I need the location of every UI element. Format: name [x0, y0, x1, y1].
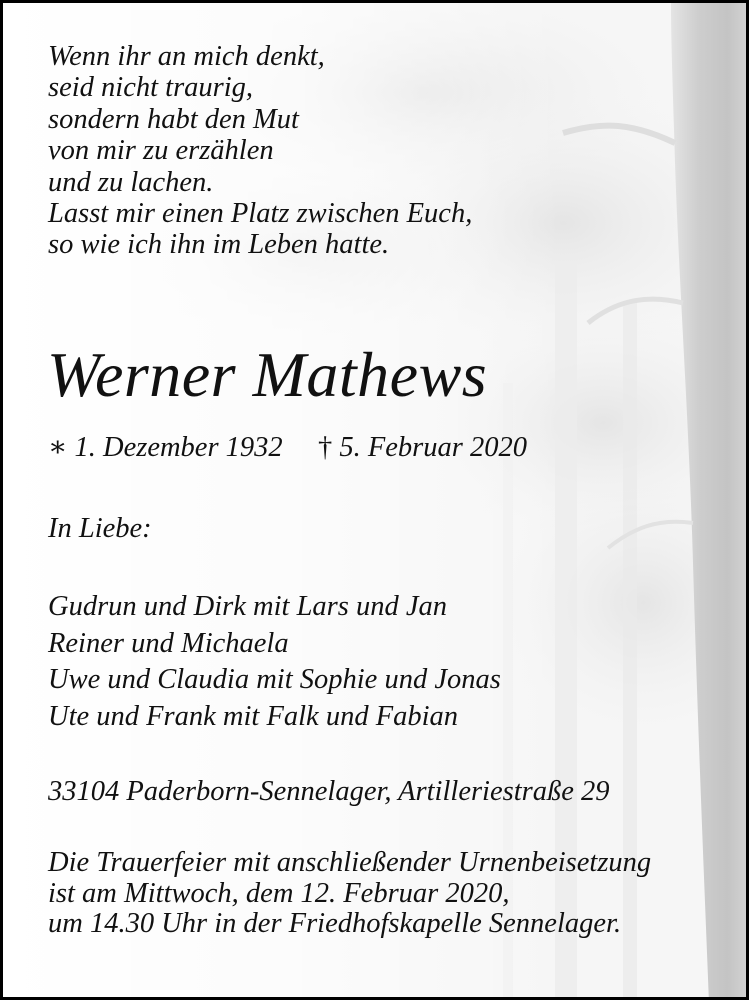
mourner-line: Reiner und Michaela	[48, 627, 289, 659]
mourners-list	[48, 589, 501, 736]
poem-line: und zu lachen.	[48, 166, 214, 198]
mourner-line: Uwe und Claudia mit Sophie und Jonas	[48, 664, 501, 696]
ceremony-line: Die Trauerfeier mit anschließender Urnenbeisetzung	[48, 847, 652, 878]
life-dates	[48, 432, 527, 464]
mourner-line: Gudrun und Dirk mit Lars und Jan	[48, 591, 448, 622]
poem-line: sondern habt den Mut	[48, 103, 299, 135]
poem-line: Wenn ihr an mich denkt,	[48, 41, 325, 72]
love-heading: In Liebe:	[48, 513, 152, 544]
birth-date-group	[48, 432, 283, 463]
ceremony-details	[48, 848, 651, 940]
poem-line: so wie ich ihn im Leben hatte.	[48, 229, 390, 261]
death-date-group	[318, 432, 527, 464]
death-date: 5. Februar 2020	[339, 432, 527, 463]
memorial-poem	[48, 41, 472, 261]
poem-line: seid nicht traurig,	[48, 72, 254, 104]
ceremony-line: um 14.30 Uhr in der Friedhofskapelle Sennelager.	[48, 908, 622, 939]
death-cross-icon: †	[318, 432, 333, 463]
obituary-content	[3, 3, 746, 997]
address: 33104 Paderborn-Sennelager, Artilleriestraße 29	[48, 776, 610, 807]
ceremony-line: ist am Mittwoch, dem 12. Februar 2020,	[48, 877, 510, 909]
birth-date: 1. Dezember 1932	[74, 432, 283, 463]
poem-line: Lasst mir einen Platz zwischen Euch,	[48, 198, 473, 230]
poem-line: von mir zu erzählen	[48, 135, 274, 167]
birth-star-icon: ∗	[48, 432, 68, 463]
mourner-line: Ute und Frank mit Falk und Fabian	[48, 701, 459, 733]
deceased-name: Werner Mathews	[47, 339, 488, 410]
